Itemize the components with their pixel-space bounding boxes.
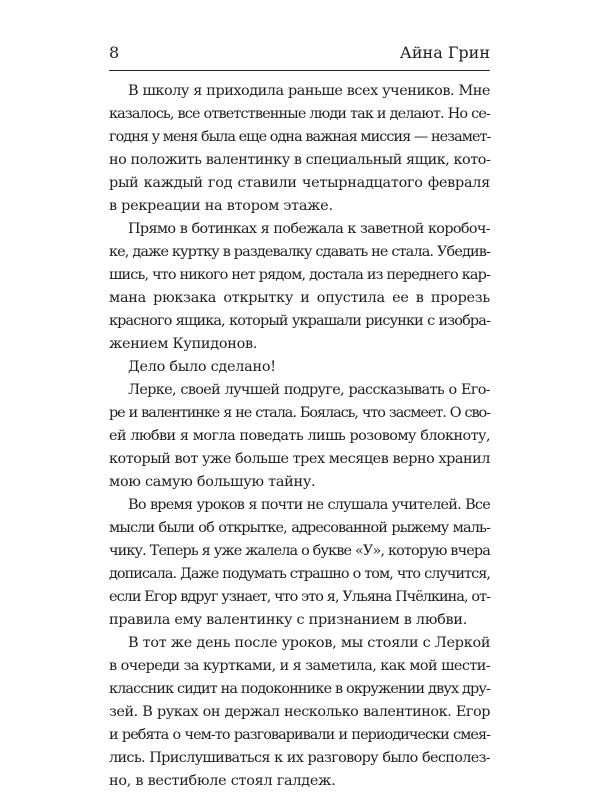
paragraph bbox=[109, 632, 490, 793]
text-line: правила ему валентинку с признанием в любви. bbox=[109, 612, 468, 628]
text-line: лись. Прислушиваться к их разговору было бесполез- bbox=[109, 750, 490, 766]
text-line: чику. Теперь я уже жалела о букве «У», которую вчера bbox=[109, 543, 490, 559]
paragraph bbox=[109, 356, 490, 379]
text-line: но, в вестибюле стоял галдеж. bbox=[109, 773, 336, 789]
page-header bbox=[109, 40, 490, 66]
text-line: годня у меня была еще одна важная миссия — незамет- bbox=[109, 129, 491, 145]
text-line: шись, что никого нет рядом, достала из переднего кар- bbox=[109, 267, 490, 283]
text-line: в очереди за куртками, и я заметила, как мой шести- bbox=[109, 658, 491, 674]
text-line: В школу я приходила раньше всех учеников. Мне bbox=[128, 83, 490, 99]
text-line: но положить валентинку в специальный ящик, кото- bbox=[109, 152, 491, 168]
text-line: ей любви я могла поведать лишь розовому блокноту, bbox=[109, 428, 490, 444]
text-line: Прямо в ботинках я побежала к заветной коробоч- bbox=[128, 221, 490, 237]
text-line: ре и валентинке я не стала. Боялась, что засмеет. О сво- bbox=[109, 405, 490, 421]
text-line: если Егор вдруг узнает, что это я, Ульяна Пчёлкина, от- bbox=[109, 589, 490, 605]
text-line: жением Купидонов. bbox=[109, 336, 258, 352]
text-line: ке, даже куртку в раздевалку сдавать не стала. Убедив- bbox=[109, 244, 490, 260]
text-line: мана рюкзака открытку и опустила ее в прорезь bbox=[109, 290, 490, 306]
text-line: Дело было сделано! bbox=[128, 359, 276, 375]
text-line: казалось, все ответственные люди так и делают. Но се- bbox=[109, 106, 490, 122]
text-line: мою самую большую тайну. bbox=[109, 474, 316, 490]
paragraph bbox=[109, 218, 490, 356]
paragraph bbox=[109, 494, 490, 632]
text-line: зей. В руках он держал несколько валентинок. Егор bbox=[109, 704, 490, 720]
text-line: и ребята о чем-то разговаривали и периодически смея- bbox=[109, 727, 490, 743]
paragraph bbox=[109, 379, 490, 494]
text-line: красного ящика, который украшали рисунки с изобра- bbox=[109, 313, 490, 329]
text-line: который вот уже больше трех месяцев верно хранил bbox=[109, 451, 490, 467]
text-line: в рекреации на втором этаже. bbox=[109, 198, 333, 214]
paragraph bbox=[109, 80, 490, 218]
page-number: 8 bbox=[109, 43, 120, 62]
text-line: В тот же день после уроков, мы стояли с Леркой bbox=[128, 635, 491, 651]
header-rule bbox=[109, 70, 490, 71]
text-line: рый каждый год ставили четырнадцатого февраля bbox=[109, 175, 490, 191]
text-line: классник сидит на подоконнике в окружении двух дру- bbox=[109, 681, 490, 697]
text-line: Во время уроков я почти не слушала учителей. Все bbox=[128, 497, 490, 513]
body-text bbox=[109, 80, 490, 793]
text-line: дописала. Даже подумать страшно о том, что случится, bbox=[109, 566, 490, 582]
running-title: Айна Грин bbox=[399, 43, 490, 62]
text-line: Лерке, своей лучшей подруге, рассказывать о Его- bbox=[128, 382, 490, 398]
text-line: мысли были об открытке, адресованной рыжему маль- bbox=[109, 520, 490, 536]
